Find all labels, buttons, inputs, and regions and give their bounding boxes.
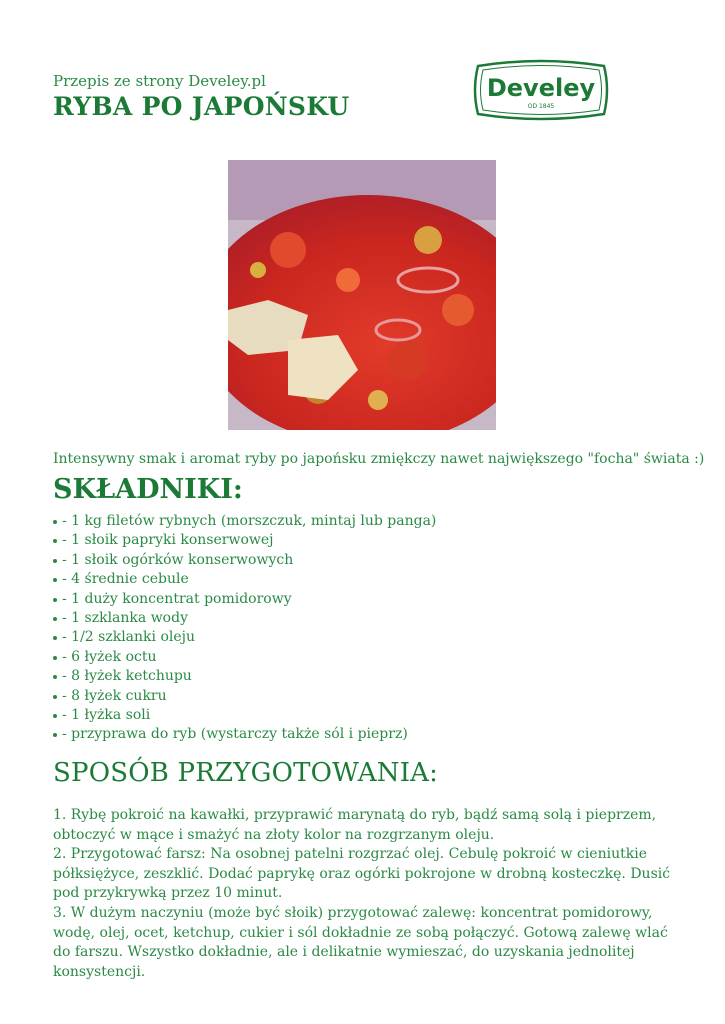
logo-brand: Develey bbox=[486, 74, 596, 102]
list-item: - 1 słoik papryki konserwowej bbox=[53, 531, 436, 550]
develey-logo bbox=[472, 58, 610, 122]
recipe-title: RYBA PO JAPOŃSKU bbox=[53, 92, 350, 121]
list-item: - 4 średnie cebule bbox=[53, 570, 436, 589]
list-item: - przyprawa do ryb (wystarczy także sól i pieprz) bbox=[53, 725, 436, 744]
dish-photo bbox=[228, 160, 496, 430]
list-item: - 8 łyżek cukru bbox=[53, 687, 436, 706]
list-item: - 1 szklanka wody bbox=[53, 609, 436, 628]
logo-tagline: OD 1845 bbox=[527, 103, 555, 110]
method-steps bbox=[53, 806, 673, 982]
list-item: - 1 łyżka soli bbox=[53, 706, 436, 725]
ingredients-heading: SKŁADNIKI: bbox=[53, 474, 243, 505]
method-step: 1. Rybę pokroić na kawałki, przyprawić marynatą do ryb, bądź samą solą i pieprzem, obtoczyć w mące i smażyć na złoty kolor na rozgrzanym oleju. bbox=[53, 807, 657, 843]
list-item: - 1 kg filetów rybnych (morszczuk, mintaj lub panga) bbox=[53, 512, 436, 531]
method-step: 2. Przygotować farsz: Na osobnej patelni rozgrzać olej. Cebulę pokroić w cieniutkie półksiężyce, zeszklić. Dodać paprykę oraz ogórki pokrojone w drobną kosteczkę. Dusić pod przykrywką przez 10 minut. bbox=[53, 846, 671, 902]
source-line: Przepis ze strony Develey.pl bbox=[53, 72, 266, 90]
list-item: - 1 duży koncentrat pomidorowy bbox=[53, 590, 436, 609]
list-item: - 6 łyżek octu bbox=[53, 648, 436, 667]
method-step: 3. W dużym naczyniu (może być słoik) przygotować zalewę: koncentrat pomidorowy, wodę, olej, ocet, ketchup, cukier i sól dokładnie ze sobą połączyć. Gotową zalewę wlać do farszu. Wszystko dokładnie, ale i delikatnie wymieszać, do uzyskania jednolitej konsystencji. bbox=[53, 904, 668, 980]
method-heading: SPOSÓB PRZYGOTOWANIA: bbox=[53, 758, 439, 788]
list-item: - 1 słoik ogórków konserwowych bbox=[53, 551, 436, 570]
list-item: - 8 łyżek ketchupu bbox=[53, 667, 436, 686]
list-item: - 1/2 szklanki oleju bbox=[53, 628, 436, 647]
ingredients-list bbox=[53, 512, 436, 745]
recipe-intro: Intensywny smak i aromat ryby po japońsku zmiękczy nawet największego "focha" świata :) bbox=[53, 451, 705, 467]
